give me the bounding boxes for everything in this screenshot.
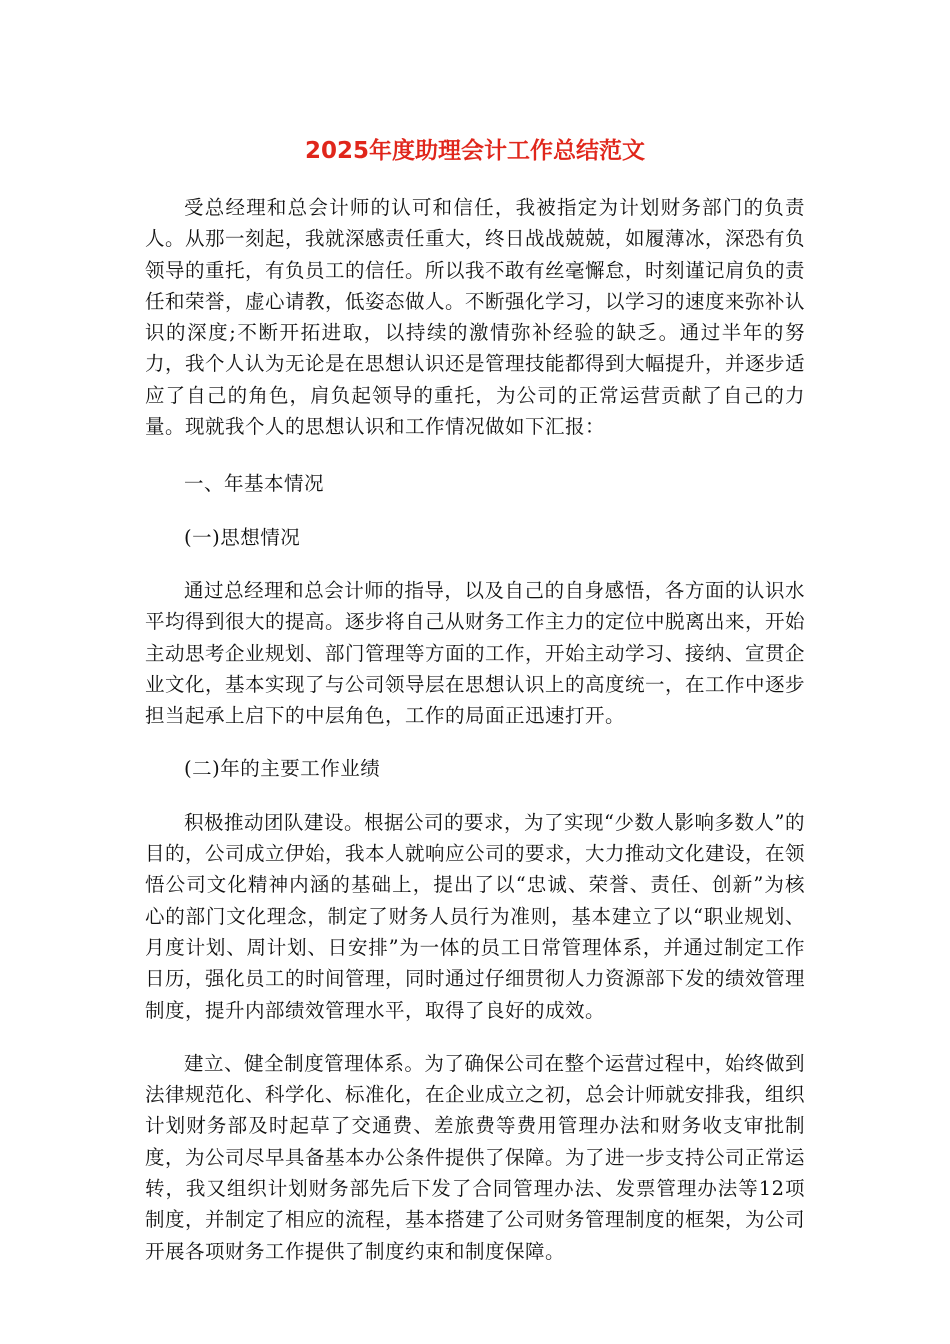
document-body xyxy=(145,192,805,1267)
team-building-paragraph: 积极推动团队建设。根据公司的要求，为了实现“少数人影响多数人”的目的，公司成立伊始，我本人就响应公司的要求，大力推动文化建设，在领悟公司文化精神内涵的基础上，提出了以“忠诚、荣誉、责任、创新”为核心的部门文化理念，制定了财务人员行为准则，基本建立了以“职业规划、月度计划、周计划、日安排”为一体的员工日常管理体系，并通过制定工作日历，强化员工的时间管理，同时通过仔细贯彻人力资源部下发的绩效管理制度，提升内部绩效管理水平，取得了良好的成效。 xyxy=(145,810,806,1022)
document-title: 2025年度助理会计工作总结范文 xyxy=(304,138,645,164)
system-management-paragraph: 建立、健全制度管理体系。为了确保公司在整个运营过程中，始终做到法律规范化、科学化、标准化，在企业成立之初，总会计师就安排我，组织计划财务部及时起草了交通费、差旅费等费用管理办法和财务收支审批制度，为公司尽早具备基本办公条件提供了保障。为了进一步支持公司正常运转，我又组织计划财务部先后下发了合同管理办法、发票管理办法等12项制度，并制定了相应的流程，基本搭建了公司财务管理制度的框架，为公司开展各项财务工作提供了制度约束和制度保障。 xyxy=(145,1051,806,1263)
thinking-paragraph: 通过总经理和总会计师的指导，以及自己的自身感悟，各方面的认识水平均得到很大的提高。逐步将自己从财务工作主力的定位中脱离出来，开始主动思考企业规划、部门管理等方面的工作，开始主动学习、接纳、宣贯企业文化，基本实现了与公司领导层在思想认识上的高度统一，在工作中逐步担当起承上启下的中层角色，工作的局面正迅速打开。 xyxy=(145,578,806,728)
subsection-heading-thinking: (一)思想情况 xyxy=(184,525,301,549)
intro-paragraph: 受总经理和总会计师的认可和信任，我被指定为计划财务部门的负责人。从那一刻起，我就深感责任重大，终日战战兢兢，如履薄冰，深恐有负领导的重托，有负员工的信任。所以我不敢有丝毫懈怠，时刻谨记肩负的责任和荣誉，虚心请教，低姿态做人。不断强化学习，以学习的速度来弥补认识的深度;不断开拓进取，以持续的激情弥补经验的缺乏。通过半年的努力，我个人认为无论是在思想认识还是管理技能都得到大幅提升，并逐步适应了自己的角色，肩负起领导的重托，为公司的正常运营贡献了自己的力量。现就我个人的思想认识和工作情况做如下汇报： xyxy=(145,196,806,439)
section-heading-basic-situation: 一、年基本情况 xyxy=(184,472,325,496)
subsection-heading-achievements: (二)年的主要工作业绩 xyxy=(184,757,381,781)
